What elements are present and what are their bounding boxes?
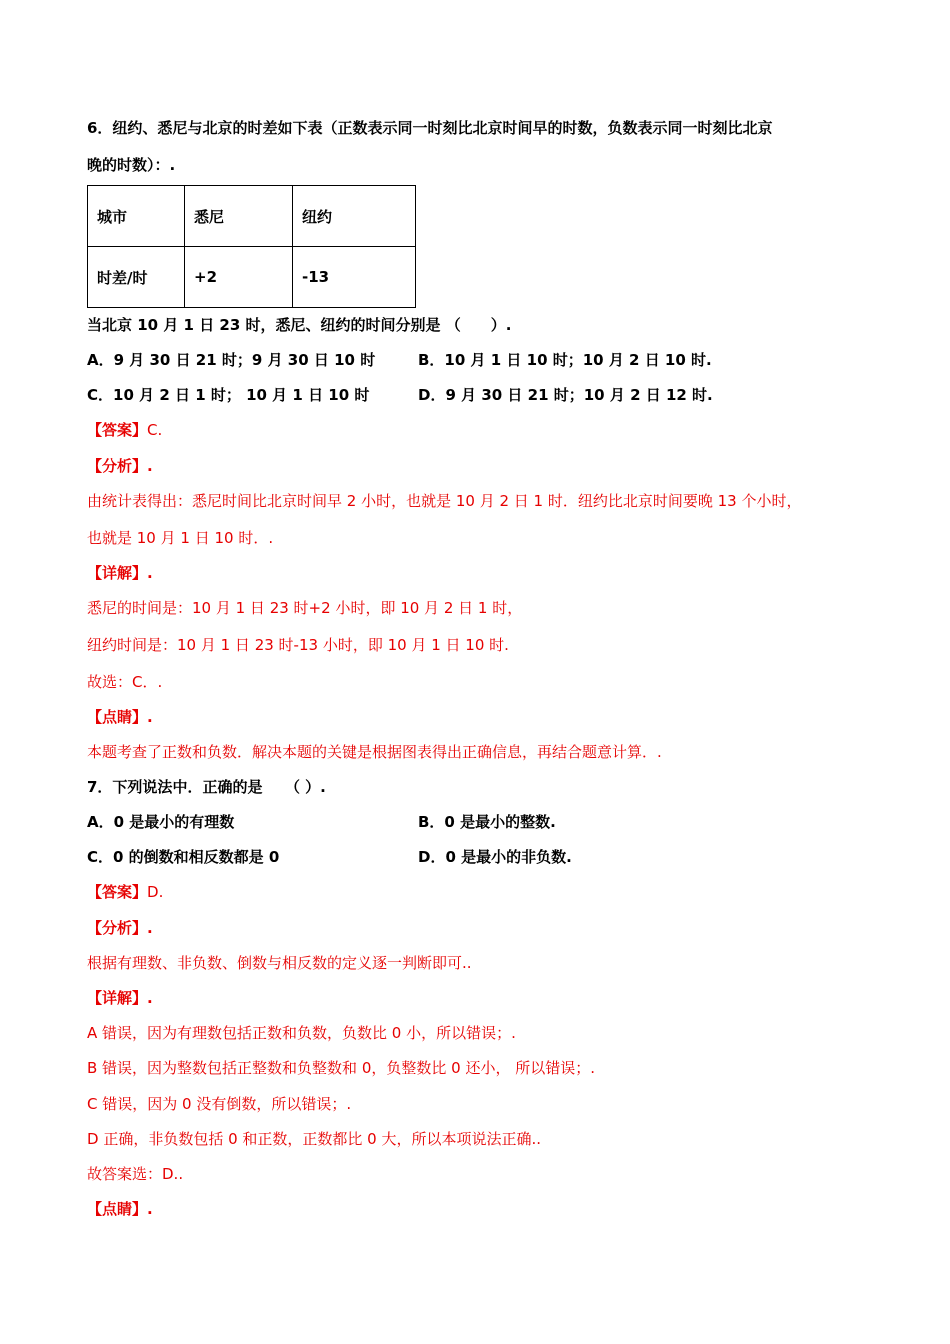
table-cell: 悉尼	[185, 186, 293, 247]
q7-option-d: D．0 是最小的非负数.	[418, 848, 572, 866]
q7-detail-line: C 错误，因为 0 没有倒数，所以错误；.	[87, 1095, 352, 1113]
q6-stem-line1: 6．纽约、悉尼与北京的时差如下表（正数表示同一时刻比北京时间早的时数，负数表示同一时刻比北京	[87, 119, 773, 137]
q6-option-d: D．9 月 30 日 21 时；10 月 2 日 12 时.	[418, 386, 713, 404]
q6-comment-line: 本题考查了正数和负数．解决本题的关键是根据图表得出正确信息，再结合题意计算．.	[87, 743, 662, 761]
q6-analysis-line1: 由统计表得出：悉尼时间比北京时间早 2 小时，也就是 10 月 2 日 1 时．纽约比北京时间要晚 13 个小时，	[87, 492, 802, 510]
q7-option-b: B．0 是最小的整数.	[418, 813, 556, 831]
q7-detail-line: 故答案选：D..	[87, 1165, 184, 1183]
table-row	[88, 186, 416, 247]
table-cell: 纽约	[293, 186, 416, 247]
q6-answer	[87, 420, 162, 440]
table-cell: 时差/时	[88, 247, 185, 308]
q7-option-a: A．0 是最小的有理数	[87, 813, 235, 831]
table-cell: 城市	[88, 186, 185, 247]
q6-detail-tag: 【详解】.	[87, 564, 153, 582]
q7-detail-line: A 错误，因为有理数包括正数和负数，负数比 0 小，所以错误；.	[87, 1024, 516, 1042]
q7-analysis-tag: 【分析】.	[87, 919, 153, 937]
q7-stem: 7．下列说法中．正确的是 （ ）.	[87, 778, 326, 796]
q7-detail-line: B 错误，因为整数包括正整数和负整数和 0，负整数比 0 还小， 所以错误；.	[87, 1059, 595, 1077]
time-difference-table	[87, 185, 416, 308]
table-row	[88, 247, 416, 308]
q6-analysis-tag: 【分析】.	[87, 457, 153, 475]
table-cell: -13	[293, 247, 416, 308]
q6-comment-tag: 【点睛】.	[87, 708, 153, 726]
q6-option-c: C．10 月 2 日 1 时； 10 月 1 日 10 时	[87, 386, 370, 404]
q6-option-b: B．10 月 1 日 10 时；10 月 2 日 10 时.	[418, 351, 712, 369]
q6-detail-line1: 悉尼的时间是：10 月 1 日 23 时+2 小时，即 10 月 2 日 1 时，	[87, 599, 523, 617]
q7-analysis-line: 根据有理数、非负数、倒数与相反数的定义逐一判断即可..	[87, 954, 472, 972]
q7-detail-tag: 【详解】.	[87, 989, 153, 1007]
q6-option-a: A．9 月 30 日 21 时；9 月 30 日 10 时	[87, 351, 376, 369]
q6-analysis-line2: 也就是 10 月 1 日 10 时．.	[87, 529, 274, 547]
table-cell: +2	[185, 247, 293, 308]
answer-value: C.	[147, 421, 163, 439]
q7-comment-tag: 【点睛】.	[87, 1200, 153, 1218]
q6-stem-line2: 晚的时数）：.	[87, 156, 176, 174]
q7-detail-line: D 正确，非负数包括 0 和正数，正数都比 0 大，所以本项说法正确..	[87, 1130, 542, 1148]
answer-tag: 【答案】	[87, 421, 148, 439]
q6-question: 当北京 10 月 1 日 23 时，悉尼、纽约的时间分别是 （ ）.	[87, 316, 512, 334]
q6-detail-line3: 故选：C．.	[87, 673, 163, 691]
answer-tag: 【答案】	[87, 883, 148, 901]
answer-value: D.	[147, 883, 164, 901]
q7-answer	[87, 882, 163, 902]
q7-option-c: C．0 的倒数和相反数都是 0	[87, 848, 280, 866]
q6-detail-line2: 纽约时间是：10 月 1 日 23 时-13 小时，即 10 月 1 日 10 时.	[87, 636, 509, 654]
